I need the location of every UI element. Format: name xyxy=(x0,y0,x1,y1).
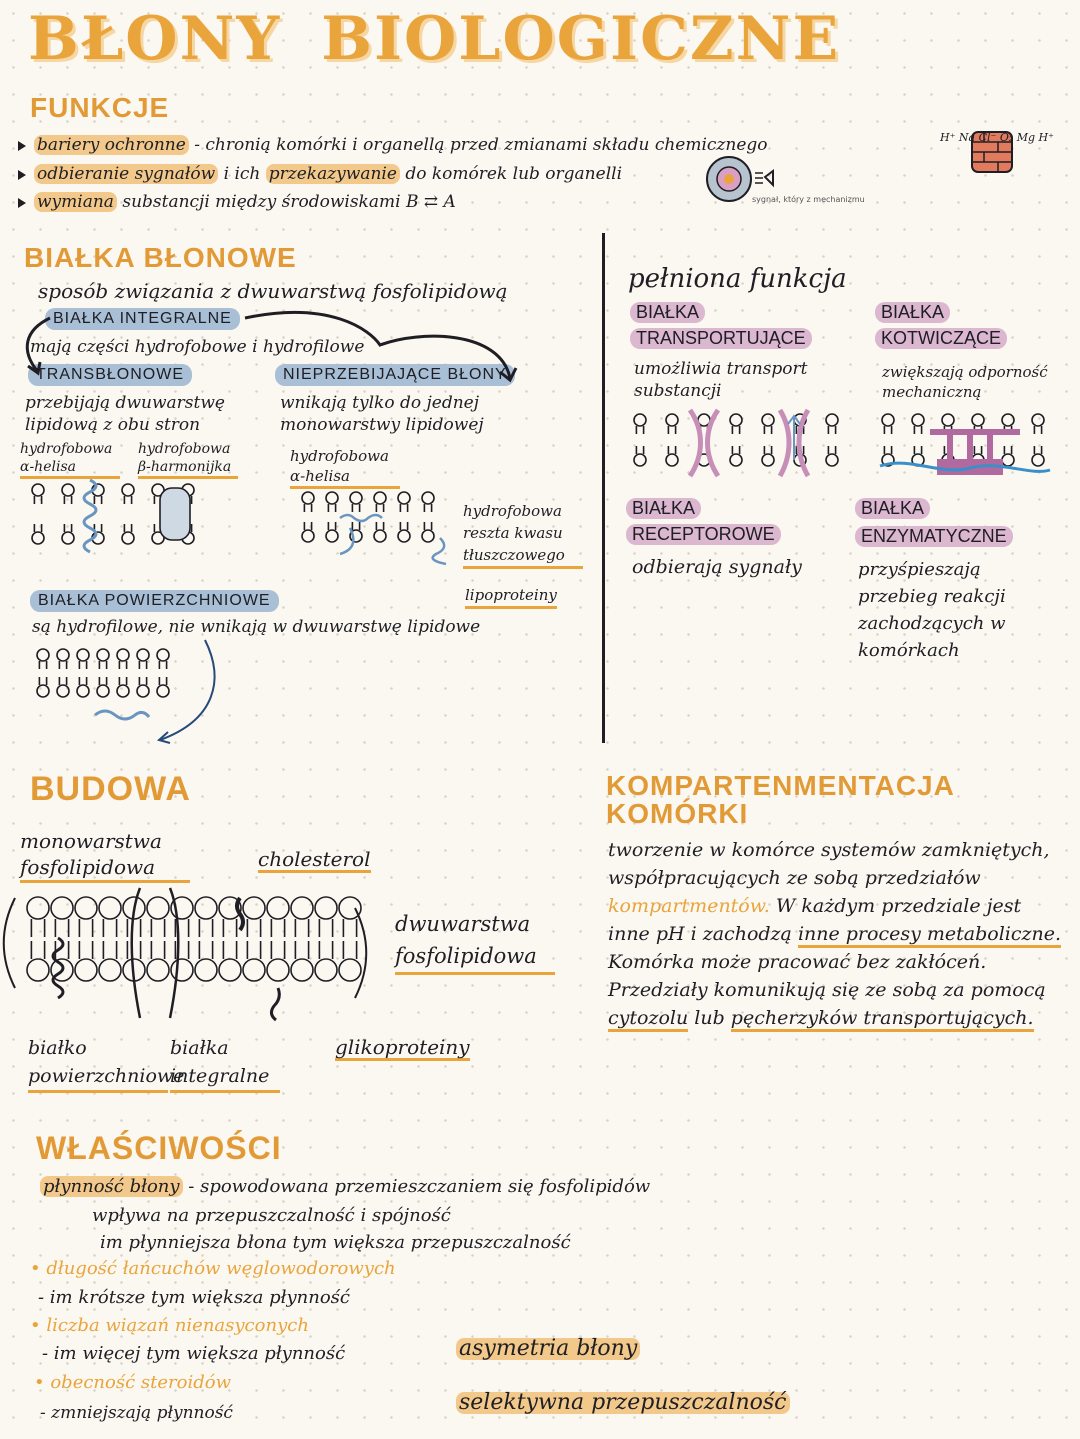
transport-desc: umożliwia transport substancji xyxy=(634,359,808,401)
trans-label-harmonijka: hydrofobowa β-harmonijka xyxy=(138,440,238,479)
enzyme-title-2: ENZYMATYCZNE xyxy=(855,526,1013,547)
powierzchniowe-desc: są hydrofilowe, nie wnikają w dwuwarstwę lipidowe xyxy=(32,617,481,637)
phospholipid xyxy=(92,484,104,504)
integralne-desc: mają części hydrofobowe i hydrofilowe xyxy=(30,337,365,357)
phospholipid xyxy=(32,524,44,544)
phospholipid xyxy=(339,897,361,937)
surface-protein-icon xyxy=(95,711,149,719)
phospholipid xyxy=(666,414,678,434)
beta-barrel-icon xyxy=(160,488,190,540)
factor-2: • liczba wiązań nienasyconych xyxy=(30,1315,309,1336)
phospholipid xyxy=(157,649,169,669)
phospholipid xyxy=(137,677,149,697)
dwuwarstwa-label: dwuwarstwa fosfolipidowa xyxy=(395,908,555,975)
phospholipid xyxy=(37,677,49,697)
cholesterol-label: cholesterol xyxy=(258,847,371,871)
factor-2-sub: - im więcej tym większa płynność xyxy=(42,1343,346,1364)
phospholipid xyxy=(302,492,314,512)
kompart-highlight: kompartmentów. xyxy=(608,895,770,917)
plynnosc-line xyxy=(40,1176,740,1198)
phospholipid xyxy=(339,941,361,981)
nieprzebijajace-label: NIEPRZEBIJAJĄCE BŁONY xyxy=(275,364,515,386)
receptor-desc: odbierają sygnały xyxy=(632,556,802,578)
phospholipid xyxy=(730,446,742,466)
kotwiczace-title-2: KOTWICZĄCE xyxy=(875,328,1007,349)
phospholipid xyxy=(315,897,337,937)
monolayer-bracket xyxy=(4,898,15,988)
phospholipid xyxy=(1032,414,1044,434)
phospholipid xyxy=(117,649,129,669)
phospholipid xyxy=(267,941,289,981)
integralne-label: BIAŁKA INTEGRALNE xyxy=(45,308,240,330)
bialka-blonowe-heading: BIAŁKA BŁONOWE xyxy=(24,242,297,273)
kompart-underline-2: cytozolu xyxy=(608,1007,688,1032)
ions-label: H⁺ Na Cl⁻ O₂ Mg H⁺ xyxy=(940,131,1054,144)
phospholipid xyxy=(315,941,337,981)
phospholipid xyxy=(157,677,169,697)
anchor-protein-diagram xyxy=(880,410,1050,480)
phospholipid xyxy=(62,484,74,504)
phospholipid xyxy=(374,492,386,512)
phospholipid xyxy=(77,677,89,697)
phospholipid xyxy=(730,414,742,434)
phospholipid xyxy=(398,492,410,512)
phospholipid xyxy=(117,677,129,697)
phospholipid xyxy=(291,941,313,981)
title-word-1: BŁONY xyxy=(28,4,282,74)
phospholipid xyxy=(122,484,134,504)
phospholipid xyxy=(97,649,109,669)
kompart-text-2: W każdym przedziale jest inne pH i zachodzą xyxy=(608,895,1022,945)
title-word-2: BIOLOGICZNE xyxy=(321,4,841,74)
phospholipid xyxy=(350,492,362,512)
kompart-paragraph xyxy=(608,836,1063,1032)
integ-protein-label: białka integralne xyxy=(170,1034,280,1093)
transblonowe-desc: przebijają dwuwarstwę lipidową z obu stron xyxy=(25,393,225,435)
cell-signal-label: sygnał, który z mechanizmu xyxy=(752,195,865,204)
kompart-text-1: tworzenie w komórce systemów zamkniętych, współpracujących ze sobą przedziałów xyxy=(608,839,1050,889)
factor-3-text: obecność steroidów xyxy=(50,1372,231,1393)
phospholipid xyxy=(122,524,134,544)
budowa-heading: BUDOWA xyxy=(30,770,191,808)
kompart-text-4: lub xyxy=(694,1007,725,1029)
phospholipid xyxy=(99,941,121,981)
surface-protein-icon xyxy=(53,938,63,998)
kompart-heading-1: KOMPARTENMENTACJA xyxy=(606,770,955,801)
bullet-text: substancji między środowiskami xyxy=(122,192,401,212)
kotwiczace-title-1: BIAŁKA xyxy=(875,302,950,323)
section-divider xyxy=(602,233,605,743)
factor-3-sub: - zmniejszają płynność xyxy=(40,1403,233,1423)
exchange-label-a: A xyxy=(443,192,456,212)
factor-1-text: długość łańcuchów węglowodorowych xyxy=(46,1258,396,1279)
glycoprotein-chain-icon xyxy=(271,988,279,1020)
transport-protein-diagram xyxy=(632,410,847,480)
asymetria-label: asymetria błony xyxy=(456,1338,640,1360)
bullet-text: do komórek lub organelli xyxy=(405,164,623,184)
phospholipid xyxy=(32,484,44,504)
transmembrane-diagram xyxy=(30,480,210,550)
phospholipid xyxy=(75,897,97,937)
phospholipid xyxy=(1032,446,1044,466)
receptor-title-1: BIAŁKA xyxy=(626,498,701,519)
nie-label-helisa: hydrofobowa α-helisa xyxy=(290,446,400,489)
phospholipid xyxy=(137,649,149,669)
factor-2-text: liczba wiązań nienasyconych xyxy=(46,1315,309,1336)
phospholipid xyxy=(75,941,97,981)
phospholipid xyxy=(374,522,386,542)
pow-protein-label: białko powierzchniowe xyxy=(28,1034,168,1093)
phospholipid xyxy=(243,941,265,981)
plynnosc-line-2: wpływa na przepuszczalność i spójność xyxy=(92,1205,451,1226)
plynnosc-text: - spowodowana przemieszczaniem się fosfolipidów xyxy=(188,1176,651,1197)
nonpenetrating-diagram xyxy=(300,488,460,558)
phospholipid xyxy=(62,524,74,544)
phospholipid xyxy=(97,677,109,697)
pelniona-heading: pełniona funkcja xyxy=(628,264,847,294)
glik-label: glikoproteiny xyxy=(335,1035,470,1059)
phospholipid xyxy=(92,524,104,544)
trans-label-helisa: hydrofobowa α-helisa xyxy=(20,440,120,479)
factor-3: • obecność steroidów xyxy=(34,1372,231,1393)
phospholipid xyxy=(1002,446,1014,466)
phospholipid xyxy=(27,897,49,937)
phospholipid xyxy=(171,941,193,981)
phospholipid xyxy=(634,446,646,466)
transport-title-2: TRANSPORTUJĄCE xyxy=(630,328,812,349)
phospholipid xyxy=(422,522,434,542)
surface-protein-diagram xyxy=(35,645,185,725)
transport-title-1: BIAŁKA xyxy=(630,302,705,323)
phospholipid xyxy=(99,897,121,937)
bullet-text: i ich xyxy=(223,164,261,184)
phospholipid xyxy=(826,414,838,434)
plynnosc-highlight: płynność błony xyxy=(40,1176,183,1197)
nieprzebijajace-desc: wnikają tylko do jednej monowarstwy lipidowej xyxy=(280,393,484,435)
phospholipid xyxy=(147,941,169,981)
kotwiczace-desc: zwiększają odporność mechaniczną xyxy=(882,363,1048,401)
kompart-underline-3: pęcherzyków transportujących. xyxy=(731,1007,1034,1032)
phospholipid xyxy=(326,492,338,512)
phospholipid xyxy=(57,649,69,669)
phospholipid xyxy=(147,897,169,937)
kompart-heading-2: KOMÓRKI xyxy=(606,798,749,829)
plynnosc-line-3: im płynniejsza błona tym większa przepuszczalność xyxy=(100,1232,571,1253)
kompart-text-3: Komórka może pracować bez zakłóceń. Przedziały komunikują się ze sobą za pomocą xyxy=(608,951,1046,1001)
phospholipid xyxy=(291,897,313,937)
phospholipid xyxy=(195,897,217,937)
phospholipid xyxy=(77,649,89,669)
funkcje-bullet-3: wymiana substancji między środowiskami B ⇄ A xyxy=(18,191,618,213)
kompart-underline-1: inne procesy metaboliczne. xyxy=(798,923,1061,948)
phospholipid xyxy=(762,446,774,466)
phospholipid xyxy=(243,897,265,937)
highlight-bariery: bariery ochronne xyxy=(34,135,189,155)
exchange-label-b: B xyxy=(405,192,419,212)
phospholipid xyxy=(219,941,241,981)
alpha-helix-icon xyxy=(84,480,96,552)
monowarstwa-label: monowarstwa fosfolipidowa xyxy=(20,828,190,883)
receptor-title-2: RECEPTOROWE xyxy=(626,524,781,545)
phospholipid xyxy=(666,446,678,466)
phospholipid xyxy=(267,897,289,937)
phospholipid xyxy=(57,677,69,697)
highlight-wymiana: wymiana xyxy=(34,192,117,212)
factor-1-sub: - im krótsze tym większa płynność xyxy=(38,1287,350,1308)
phospholipid xyxy=(398,522,410,542)
phospholipid xyxy=(882,414,894,434)
nie-label-reszta: hydrofobowa reszta kwasu tłuszczowego xyxy=(463,500,583,569)
bullet-text: - chronią komórki i organellą przed zmianami składu chemicznego xyxy=(194,135,768,155)
bilayer-diagram xyxy=(10,878,390,1028)
enzyme-title-1: BIAŁKA xyxy=(855,498,930,519)
phospholipid xyxy=(326,522,338,542)
enzyme-desc: przyśpieszają przebieg reakcji zachodzących w komórkach xyxy=(858,559,1006,661)
phospholipid xyxy=(826,446,838,466)
phospholipid xyxy=(762,414,774,434)
phospholipid xyxy=(37,649,49,669)
nie-label-lipoproteiny: lipoproteiny xyxy=(465,584,557,609)
phospholipid xyxy=(195,941,217,981)
funkcje-heading: FUNKCJE xyxy=(30,92,170,123)
powierzchniowe-label: BIAŁKA POWIERZCHNIOWE xyxy=(30,590,279,612)
transblonowe-label: TRANSBŁONOWE xyxy=(28,364,192,386)
bialka-blonowe-subtitle: sposób związania z dwuwarstwą fosfolipidową xyxy=(38,279,508,303)
wlasciwosci-heading: WŁAŚCIWOŚCI xyxy=(36,1130,282,1166)
phospholipid xyxy=(422,492,434,512)
highlight-odbieranie: odbieranie sygnałów xyxy=(34,164,218,184)
kompart-heading xyxy=(606,772,955,828)
phospholipid xyxy=(51,897,73,937)
factor-1: • długość łańcuchów węglowodorowych xyxy=(30,1258,396,1279)
phospholipid xyxy=(634,414,646,434)
highlight-przekazywanie: przekazywanie xyxy=(266,164,400,184)
phospholipid xyxy=(912,414,924,434)
phospholipid xyxy=(302,522,314,542)
selektywna-label: selektywna przepuszczalność xyxy=(456,1392,790,1414)
phospholipid xyxy=(27,941,49,981)
